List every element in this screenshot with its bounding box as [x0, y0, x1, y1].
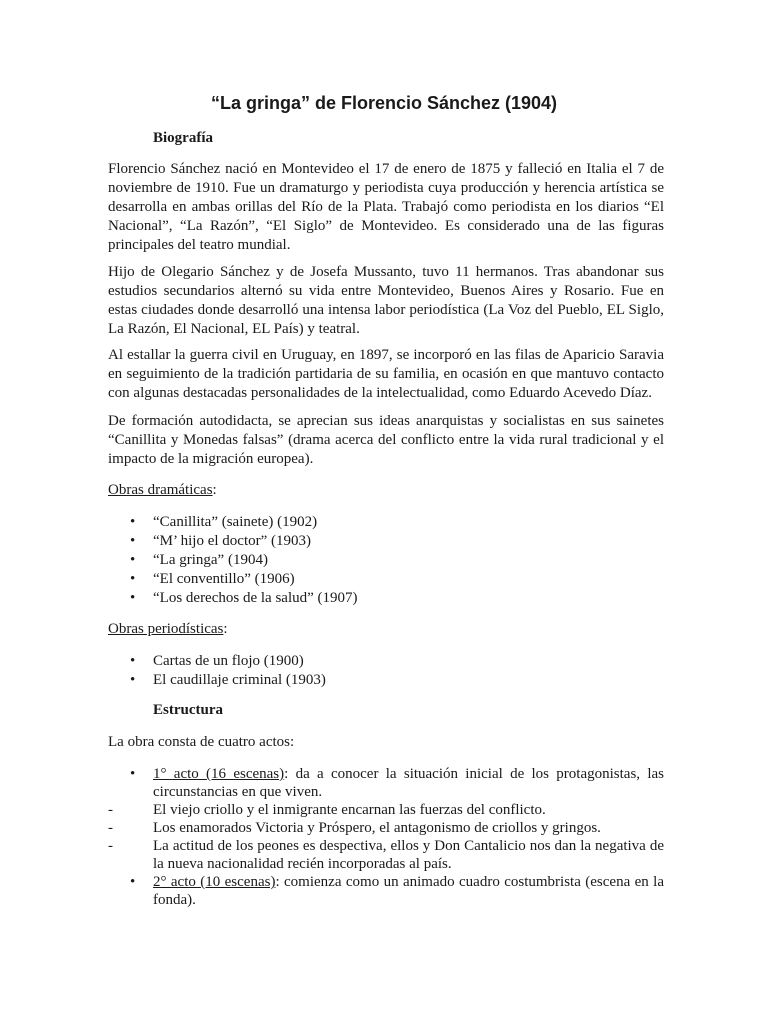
biografia-paragraph-2: Hijo de Olegario Sánchez y de Josefa Mussanto, tuvo 11 hermanos. Tras abandonar sus estudios secundarios alternó su vida entre Montevideo, Buenos Aires y Rosario. Fue en estas ciudades donde desarrolló una intensa labor periodística (La Voz del Pueblo, EL Siglo, La Razón, El Nacional, EL País) y teatral. [108, 264, 664, 337]
biografia-heading: Biografía [153, 130, 213, 146]
list-item [108, 551, 668, 570]
bullet-icon: • [130, 514, 136, 530]
bullet-icon: • [130, 874, 136, 890]
acto-2-label: 2° acto (10 escenas) [153, 874, 276, 890]
obras-periodisticas-label [108, 620, 228, 639]
dash-icon: - [108, 802, 113, 818]
bullet-icon: • [130, 533, 136, 549]
dash-item-text-2: Los enamorados Victoria y Próspero, el antagonismo de criollos y gringos. [153, 820, 601, 836]
obras-periodisticas-list [108, 652, 668, 690]
list-item [108, 589, 668, 608]
obra-dramatica-5: “Los derechos de la salud” (1907) [153, 590, 358, 606]
dash-item-2 [108, 819, 664, 837]
bullet-icon: • [130, 552, 136, 568]
dash-item-text-1: El viejo criollo y el inmigrante encarnan las fuerzas del conflicto. [153, 802, 546, 818]
list-item [108, 671, 668, 690]
acto-2-text: : comienza como un animado cuadro costumbrista (escena en la fonda). [153, 874, 664, 908]
estructura-intro: La obra consta de cuatro actos: [108, 734, 295, 750]
list-item [108, 570, 668, 589]
biografia-paragraph-1: Florencio Sánchez nació en Montevideo el 17 de enero de 1875 y falleció en Italia el 7 de noviembre de 1910. Fue un dramaturgo y periodista cuya producción y herencia artística se desarrolla en ambas orillas del Río de la Plata. Trabajó como periodista en los diarios “El Nacional”, “La Razón”, “El Siglo” de Montevideo. Es considerado una de las figuras principales del teatro mundial. [108, 161, 664, 253]
obra-dramatica-3: “La gringa” (1904) [153, 552, 268, 568]
document-title: “La gringa” de Florencio Sánchez (1904) [210, 93, 558, 113]
biografia-paragraph-4: De formación autodidacta, se aprecian sus ideas anarquistas y socialistas en sus sainetes “Canillita y Monedas falsas” (drama acerca del conflicto entre la vida rural tradicional y el impacto de la migración europea). [108, 413, 664, 467]
obra-dramatica-2: “M’ hijo el doctor” (1903) [153, 533, 312, 549]
biografia-paragraph-3: Al estallar la guerra civil en Uruguay, en 1897, se incorporó en las filas de Aparicio Saravia en seguimiento de la tradición partidaria de su familia, en ocasión en que mantuvo contacto con algunas destacadas personalidades de la intelectualidad, como Eduardo Acevedo Díaz. [108, 347, 664, 401]
acto-1-item [108, 765, 664, 801]
obras-dramaticas-list [108, 513, 668, 608]
bullet-icon: • [130, 766, 136, 782]
obras-dramaticas-label-text: Obras dramáticas [108, 482, 213, 498]
list-item [108, 652, 668, 671]
acto-2-item [108, 873, 664, 909]
bullet-icon: • [130, 571, 136, 587]
estructura-heading: Estructura [153, 702, 223, 718]
bullet-icon: • [130, 590, 136, 606]
list-item [108, 513, 668, 532]
dash-icon: - [108, 820, 113, 836]
list-item [108, 532, 668, 551]
dash-item-1 [108, 801, 664, 819]
dash-item-text-3: La actitud de los peones es despectiva, ellos y Don Cantalicio nos dan la negativa de la nueva nacionalidad recién incorporadas al país. [153, 838, 664, 872]
obras-dramaticas-colon: : [212, 482, 217, 498]
obra-dramatica-4: “El conventillo” (1906) [153, 571, 295, 587]
obras-dramaticas-label [108, 481, 217, 500]
bullet-icon: • [130, 672, 136, 688]
acto-1-label: 1° acto (16 escenas) [153, 766, 285, 782]
obra-dramatica-1: “Canillita” (sainete) (1902) [153, 514, 318, 530]
obra-periodistica-1: Cartas de un flojo (1900) [153, 653, 304, 669]
obras-periodisticas-colon: : [223, 621, 228, 637]
estructura-list [108, 765, 664, 909]
obras-periodisticas-label-text: Obras periodísticas [108, 621, 224, 637]
dash-item-3 [108, 837, 664, 873]
obra-periodistica-2: El caudillaje criminal (1903) [153, 672, 326, 688]
acto-1-text: : da a conocer la situación inicial de los protagonistas, las circunstancias en que viven. [153, 766, 664, 800]
bullet-icon: • [130, 653, 136, 669]
dash-icon: - [108, 838, 113, 854]
